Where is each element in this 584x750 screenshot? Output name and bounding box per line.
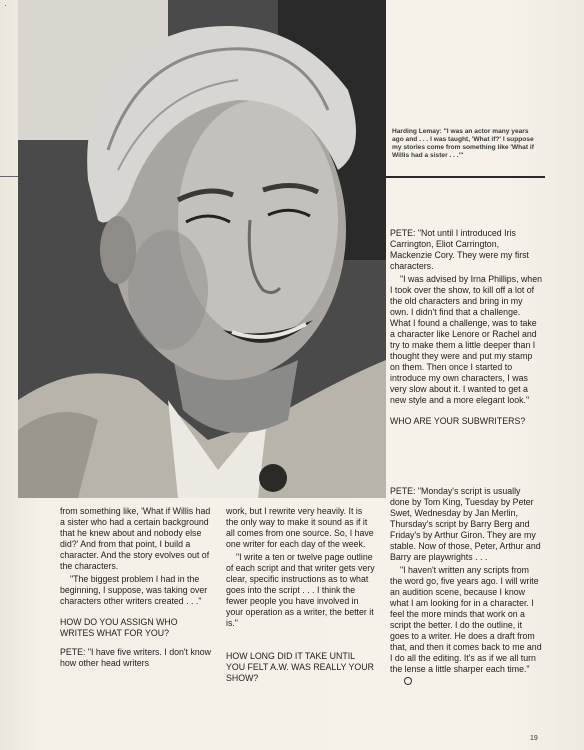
paragraph: PETE: "I have five writers. I don't know how other head writers xyxy=(60,647,211,668)
caption-divider-rule xyxy=(386,176,545,178)
left-margin-rule xyxy=(0,176,18,177)
paragraph: PETE: "Monday's script is usually done by Tom King, Tuesday by Peter Swet, Wednesday by Jan Merlin, Thursday's script by Barry Berg and Friday's by Arthur Giron. They are my stable. Now of those, Peter, Arthur and Barry are playwrights . . . xyxy=(390,486,541,562)
interview-question: HOW LONG DID IT TAKE UNTIL YOU FELT A.W. WAS REALLY YOUR SHOW? xyxy=(226,651,374,683)
portrait-illustration xyxy=(18,0,386,498)
end-of-article-mark xyxy=(404,677,412,685)
portrait-photo xyxy=(18,0,386,498)
paragraph xyxy=(390,565,542,686)
page-number: 19 xyxy=(530,735,538,742)
photo-caption: Harding Lemay: "I was an actor many years ago and . . . I was taught, 'What if?' I suppose my stories come from something like 'What if Willis had a sister . . .'" xyxy=(392,128,534,159)
paragraph: from something like, 'What if Willis had a sister who had a certain background that he knew about and nobody else did?' And from that point, I build a character. And the story evolves out of the characters. xyxy=(60,506,211,571)
page-corner-mark: · xyxy=(4,0,7,10)
paragraph: PETE: "Not until I introduced Iris Carrington, Eliot Carrington, Mackenzie Cory. They were my first characters. xyxy=(390,228,529,271)
bottom-text-column-1 xyxy=(60,506,212,671)
paragraph: "I write a ten or twelve page outline of each script and that writer gets very clear, specific instructions as to what goes into the script . . . I think the fewer people you have involved in your operation as a writer, the better it is." xyxy=(226,552,375,628)
paragraph: "The biggest problem I had in the beginning, I suppose, was taking over characters other writers created . . ." xyxy=(60,574,208,606)
bottom-text-column-3 xyxy=(390,486,542,688)
interview-question: WHO ARE YOUR SUBWRITERS? xyxy=(390,416,526,426)
paragraph: "I was advised by Irna Phillips, when I took over the show, to kill off a lot of the old characters and bring in my own. I didn't find that a challenge. What I found a challenge, was to take a character like Lenore or Rachel and try to make them a little deeper than I thought they were and put my stamp on them. Then once I started to introduce my own characters, I was very slow about it. I wanted to get a new style and a more elegant look." xyxy=(390,274,542,405)
paragraph-text: "I haven't written any scripts from the word go, five years ago. I will write an audition scene, because I know what I am looking for in a character. I feel the more minds that work on a script the better. I do the outline, it goes to a writer. He does a draft from that, and then it comes back to me and I do all the editing. It's as if we all turn the lense a little sharper each time." xyxy=(390,565,542,674)
right-text-column xyxy=(390,228,542,435)
bottom-text-column-2 xyxy=(226,506,376,692)
interview-question: HOW DO YOU ASSIGN WHO WRITES WHAT FOR YOU? xyxy=(60,617,178,638)
paragraph: work, but I rewrite very heavily. It is the only way to make it sound as if it all comes from one source. So, I have one writer for each day of the week. xyxy=(226,506,374,549)
